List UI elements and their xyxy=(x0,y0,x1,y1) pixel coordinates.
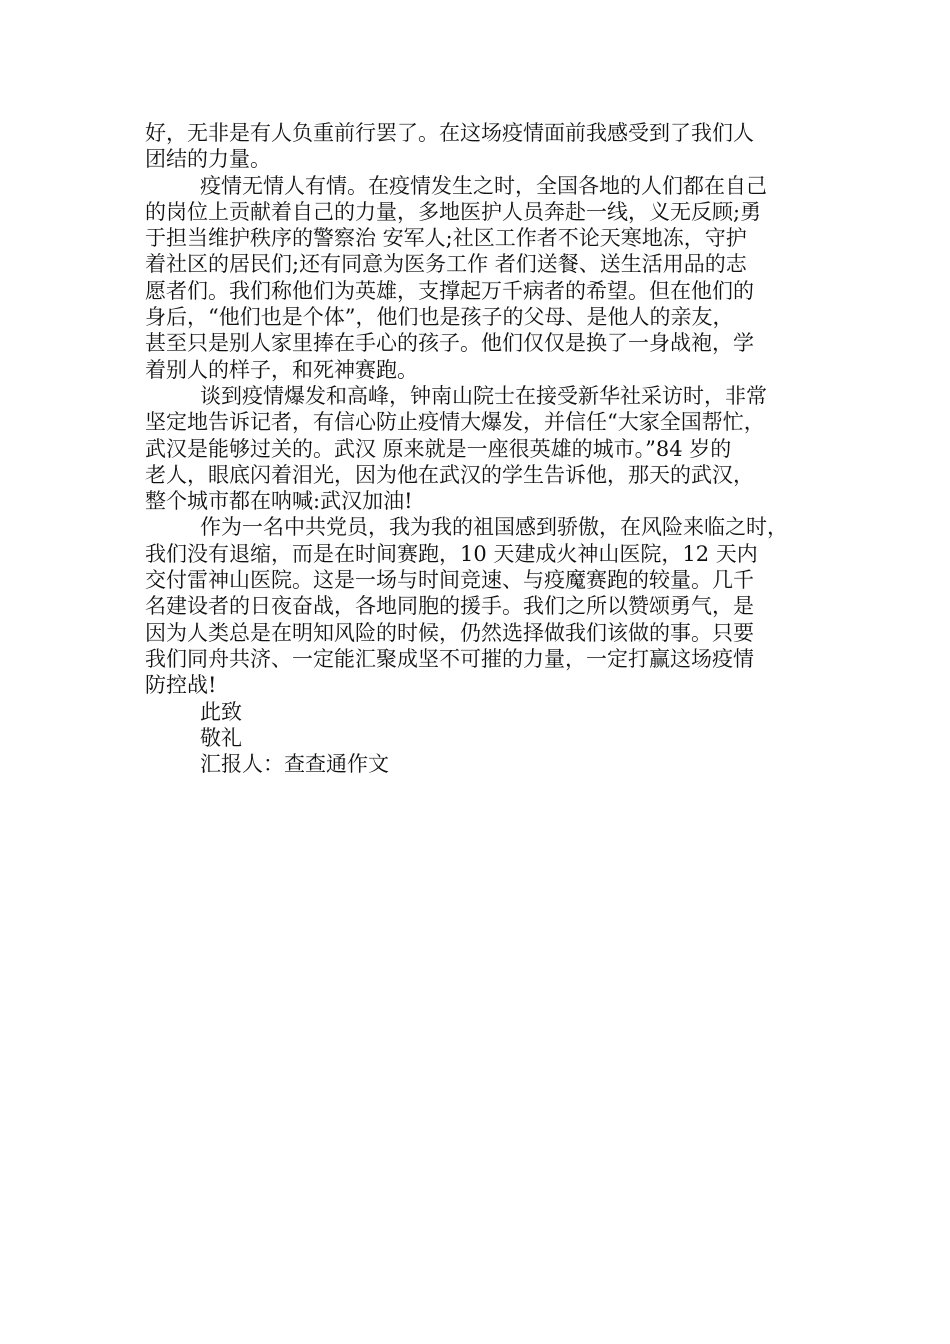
text-line: 团结的力量。 xyxy=(145,147,271,172)
document-body xyxy=(145,120,810,777)
text-line: 疫情无情人有情。在疫情发生之时，全国各地的人们都在自己 xyxy=(200,173,767,198)
text-line: 着别人的样子，和死神赛跑。 xyxy=(145,357,418,382)
text-line: 作为一名中共党员，我为我的祖国感到骄傲，在风险来临之时， xyxy=(200,515,788,540)
paragraph xyxy=(145,514,810,698)
text-line: 身后，“他们也是个体”，他们也是孩子的父母、是他人的亲友， xyxy=(145,305,734,330)
paragraph xyxy=(145,383,810,514)
reporter-signature: 汇报人：查查通作文 xyxy=(200,752,389,777)
closing-block xyxy=(145,699,810,778)
paragraph xyxy=(145,120,810,173)
text-line: 甚至只是别人家里捧在手心的孩子。他们仅仅是换了一身战袍，学 xyxy=(145,331,754,356)
text-line: 整个城市都在呐喊:武汉加油! xyxy=(145,489,413,514)
text-line: 的岗位上贡献着自己的力量，多地医护人员奔赴一线，义无反顾;勇 xyxy=(145,199,762,224)
text-line: 武汉是能够过关的。武汉 原来就是一座很英雄的城市。”84 岁的 xyxy=(145,436,732,461)
text-line: 愿者们。我们称他们为英雄，支撑起万千病者的希望。但在他们的 xyxy=(145,278,754,303)
text-line: 我们同舟共济、一定能汇聚成坚不可摧的力量，一定打赢这场疫情 xyxy=(145,646,754,671)
text-line: 于担当维护秩序的警察治 安军人;社区工作者不论天寒地冻，守护 xyxy=(145,226,747,251)
salutation-jingli: 敬礼 xyxy=(200,725,242,750)
text-line: 交付雷神山医院。这是一场与时间竞速、与疫魔赛跑的较量。几千 xyxy=(145,568,754,593)
text-line: 名建设者的日夜奋战，各地同胞的援手。我们之所以赞颂勇气，是 xyxy=(145,594,754,619)
text-line: 防控战! xyxy=(145,673,217,698)
text-line: 坚定地告诉记者，有信心防止疫情大爆发，并信任“大家全国帮忙， xyxy=(145,410,765,435)
text-line: 我们没有退缩，而是在时间赛跑，10 天建成火神山医院，12 天内 xyxy=(145,541,758,566)
text-line: 谈到疫情爆发和高峰，钟南山院士在接受新华社采访时，非常 xyxy=(200,383,767,408)
paragraph xyxy=(145,173,810,383)
text-line: 因为人类总是在明知风险的时候，仍然选择做我们该做的事。只要 xyxy=(145,620,754,645)
text-line: 好，无非是有人负重前行罢了。在这场疫情面前我感受到了我们人 xyxy=(145,121,754,145)
text-line: 老人，眼底闪着泪光，因为他在武汉的学生告诉他，那天的武汉， xyxy=(145,462,754,487)
text-line: 着社区的居民们;还有同意为医务工作 者们送餐、送生活用品的志 xyxy=(145,252,747,277)
salutation-zhizhi: 此致 xyxy=(200,699,242,724)
